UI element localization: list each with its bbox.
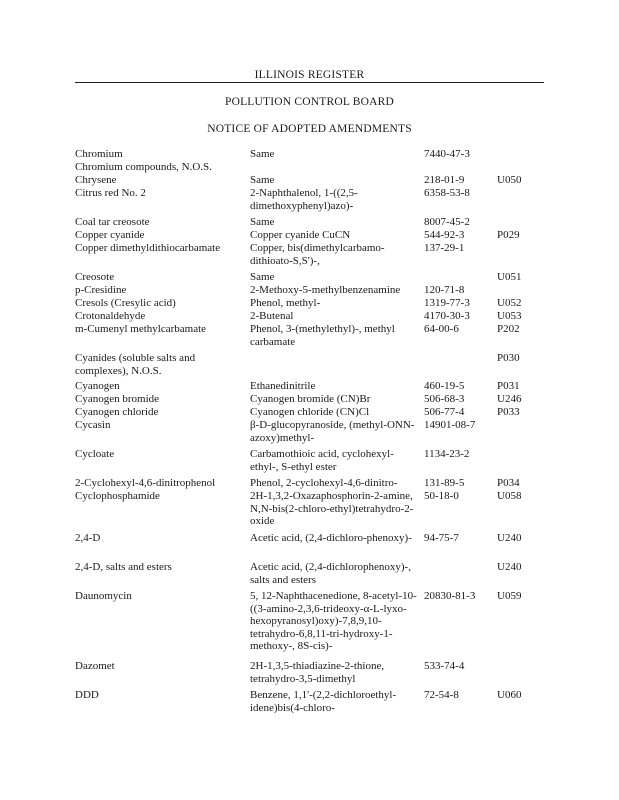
constituent-name: Cyanides (soluble salts and complexes), N.O.S. bbox=[75, 352, 196, 377]
chemical-synonym: Same bbox=[250, 174, 275, 186]
waste-code: U053 bbox=[497, 310, 522, 322]
cas-number: 544-92-3 bbox=[424, 229, 465, 241]
constituent-name: 2-Cyclohexyl-4,6-dinitrophenol bbox=[75, 477, 216, 489]
constituent-name: p-Cresidine bbox=[75, 284, 127, 296]
cas-number: 64-00-6 bbox=[424, 323, 459, 335]
chemical-synonym: Ethanedinitrile bbox=[250, 380, 316, 392]
cas-number: 72-54-8 bbox=[424, 689, 459, 701]
chemical-synonym: Cyanogen bromide (CN)Br bbox=[250, 393, 371, 405]
chemical-synonym: Same bbox=[250, 216, 275, 228]
chemical-synonym: Cyanogen chloride (CN)Cl bbox=[250, 406, 370, 418]
constituent-name: m-Cumenyl methylcarbamate bbox=[75, 323, 207, 335]
cas-number: 506-68-3 bbox=[424, 393, 465, 405]
notice-title: NOTICE OF ADOPTED AMENDMENTS bbox=[207, 123, 412, 135]
waste-code: U240 bbox=[497, 561, 522, 573]
constituent-name: Creosote bbox=[75, 271, 115, 283]
constituent-name: Chromium bbox=[75, 148, 123, 160]
constituent-name: 2,4-D, salts and esters bbox=[75, 561, 172, 573]
constituent-name: Coal tar creosote bbox=[75, 216, 150, 228]
waste-code: P029 bbox=[497, 229, 520, 241]
constituent-name: Copper cyanide bbox=[75, 229, 145, 241]
chemical-synonym: Same bbox=[250, 271, 275, 283]
waste-code: P202 bbox=[497, 323, 520, 335]
constituent-name: Cyanogen chloride bbox=[75, 406, 159, 418]
waste-code: P030 bbox=[497, 352, 520, 364]
chemical-synonym: 2-Butenal bbox=[250, 310, 294, 322]
chemical-synonym: 2-Naphthalenol, 1-((2,5-dimethoxyphenyl)azo)- bbox=[250, 187, 358, 212]
chemical-synonym: 2-Methoxy-5-methylbenzenamine bbox=[250, 284, 401, 296]
constituent-name: Cycloate bbox=[75, 448, 115, 460]
cas-number: 4170-30-3 bbox=[424, 310, 470, 322]
chemical-synonym: Copper, bis(dimethylcarbamo-dithioato-S,S')-, bbox=[250, 242, 385, 267]
constituent-name: Crotonaldehyde bbox=[75, 310, 146, 322]
board-title: POLLUTION CONTROL BOARD bbox=[224, 96, 394, 108]
constituent-name: Citrus red No. 2 bbox=[75, 187, 146, 199]
constituent-name: Cyanogen bromide bbox=[75, 393, 160, 405]
waste-code: U052 bbox=[497, 297, 522, 309]
constituent-name: Copper dimethyldithiocarbamate bbox=[75, 242, 221, 254]
cas-number: 131-89-5 bbox=[424, 477, 465, 489]
waste-code: U240 bbox=[497, 532, 522, 544]
constituent-name: Dazomet bbox=[75, 660, 115, 672]
constituent-name: Cresols (Cresylic acid) bbox=[75, 297, 176, 309]
chemical-synonym: 2H-1,3,5-thiadiazine-2-thione, tetrahydro-3,5-dimethyl bbox=[250, 660, 385, 685]
register-title: ILLINOIS REGISTER bbox=[254, 69, 365, 81]
cas-number: 533-74-4 bbox=[424, 660, 465, 672]
cas-number: 50-18-0 bbox=[424, 490, 459, 502]
cas-number: 94-75-7 bbox=[424, 532, 459, 544]
waste-code: P033 bbox=[497, 406, 520, 418]
constituent-name: Chromium compounds, N.O.S. bbox=[75, 161, 212, 173]
waste-code: U059 bbox=[497, 590, 522, 602]
waste-code: P031 bbox=[497, 380, 520, 392]
waste-code: U050 bbox=[497, 174, 522, 186]
cas-number: 6358-53-8 bbox=[424, 187, 470, 199]
waste-code: U058 bbox=[497, 490, 522, 502]
chemical-synonym: Acetic acid, (2,4-dichlorophenoxy)-, salts and esters bbox=[250, 561, 411, 586]
chemical-synonym: Acetic acid, (2,4-dichloro-phenoxy)- bbox=[250, 532, 412, 544]
constituent-name: DDD bbox=[75, 689, 99, 701]
cas-number: 14901-08-7 bbox=[424, 419, 476, 431]
waste-code: U246 bbox=[497, 393, 522, 405]
waste-code: U051 bbox=[497, 271, 522, 283]
chemical-synonym: Same bbox=[250, 148, 275, 160]
chemical-synonym: 5, 12-Naphthacenedione, 8-acetyl-10-((3-amino-2,3,6-trideoxy-α-L-lyxo-hexopyranosyl)oxy)-7,8,9,10-tetrahydro-6,8,11-tri-hydroxy-1-methoxy-, 8S-cis)- bbox=[250, 590, 417, 652]
cas-number: 20830-81-3 bbox=[424, 590, 476, 602]
cas-number: 1319-77-3 bbox=[424, 297, 470, 309]
constituent-name: Cyclophosphamide bbox=[75, 490, 160, 502]
chemical-synonym: Phenol, 3-(methylethyl)-, methyl carbamate bbox=[250, 323, 395, 348]
cas-number: 137-29-1 bbox=[424, 242, 465, 254]
chemical-synonym: Carbamothioic acid, cyclohexyl-ethyl-, S-ethyl ester bbox=[250, 448, 394, 473]
cas-number: 7440-47-3 bbox=[424, 148, 470, 160]
chemical-synonym: β-D-glucopyranoside, (methyl-ONN-azoxy)methyl- bbox=[250, 419, 415, 444]
chemical-synonym: Benzene, 1,1'-(2,2-dichloroethyl-idene)bis(4-chloro- bbox=[250, 689, 397, 714]
cas-number: 218-01-9 bbox=[424, 174, 465, 186]
waste-code: U060 bbox=[497, 689, 522, 701]
chemical-synonym: Phenol, methyl- bbox=[250, 297, 321, 309]
constituent-name: Cycasin bbox=[75, 419, 111, 431]
cas-number: 8007-45-2 bbox=[424, 216, 470, 228]
cas-number: 120-71-8 bbox=[424, 284, 465, 296]
constituent-name: Daunomycin bbox=[75, 590, 132, 602]
cas-number: 460-19-5 bbox=[424, 380, 465, 392]
chemical-synonym: Phenol, 2-cyclohexyl-4,6-dinitro- bbox=[250, 477, 398, 489]
cas-number: 1134-23-2 bbox=[424, 448, 470, 460]
waste-code: P034 bbox=[497, 477, 520, 489]
cas-number: 506-77-4 bbox=[424, 406, 465, 418]
constituent-name: Chrysene bbox=[75, 174, 117, 186]
constituent-name: Cyanogen bbox=[75, 380, 120, 392]
constituent-name: 2,4-D bbox=[75, 532, 101, 544]
chemical-synonym: 2H-1,3,2-Oxazaphosphorin-2-amine, N,N-bis(2-chloro-ethyl)tetrahydro-2-oxide bbox=[250, 490, 414, 527]
chemical-synonym: Copper cyanide CuCN bbox=[250, 229, 351, 241]
